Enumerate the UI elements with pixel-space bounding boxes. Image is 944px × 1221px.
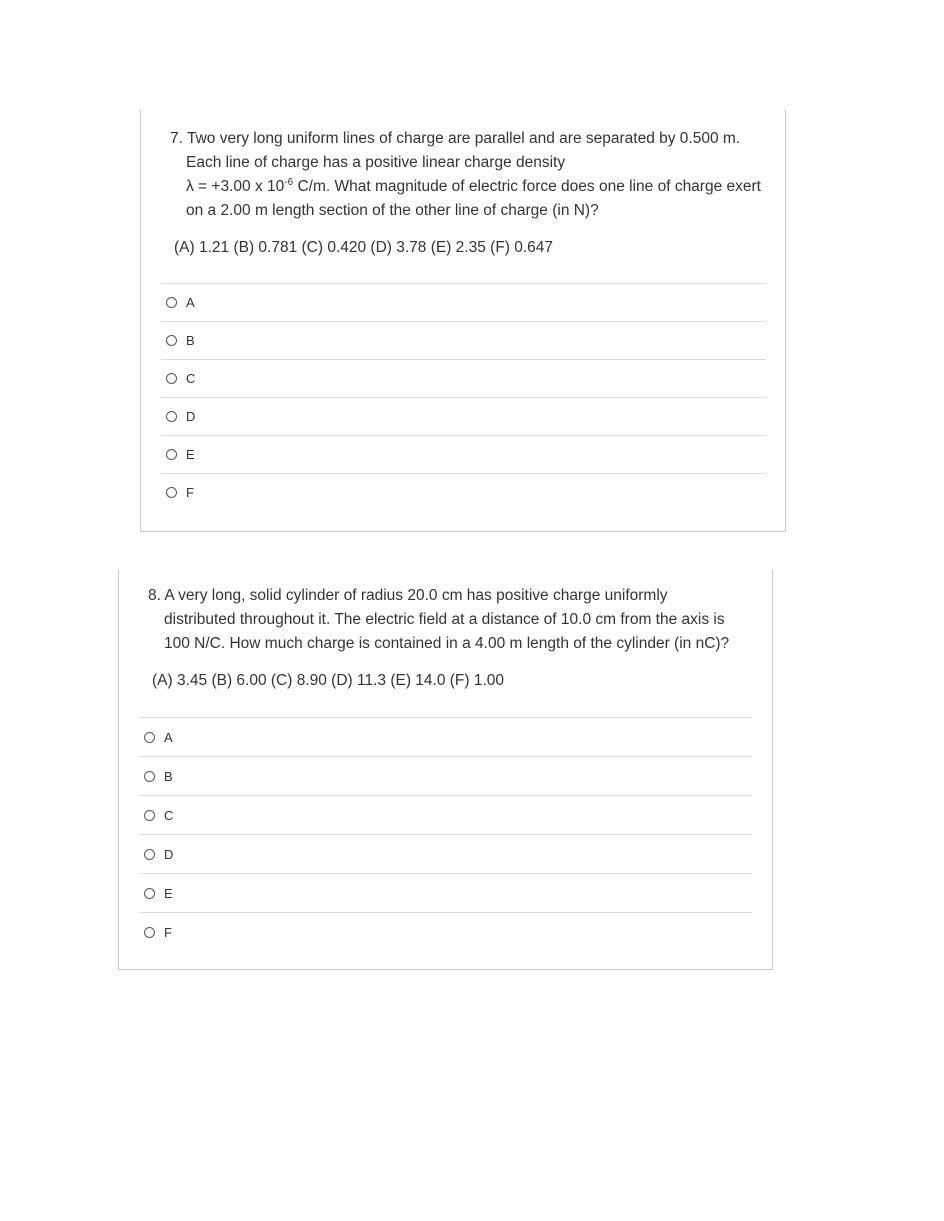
answer-option-e[interactable] bbox=[161, 436, 766, 474]
answer-option-c[interactable] bbox=[161, 360, 766, 398]
option-label: F bbox=[164, 924, 172, 940]
question-line: Two very long uniform lines of charge are parallel and are separated by 0.500 m. bbox=[186, 130, 741, 147]
option-label: E bbox=[164, 885, 173, 901]
answer-list bbox=[161, 283, 766, 511]
question-line bbox=[170, 175, 761, 199]
question-text bbox=[148, 584, 729, 656]
answer-option-d[interactable] bbox=[161, 398, 766, 436]
lambda-suffix: C/m. What magnitude of electric force does one line of charge exert bbox=[293, 178, 761, 195]
answer-list bbox=[139, 717, 752, 951]
radio-button[interactable] bbox=[166, 297, 177, 308]
answer-option-e[interactable] bbox=[139, 874, 752, 913]
question-line: distributed throughout it. The electric field at a distance of 10.0 cm from the axis is bbox=[164, 611, 725, 628]
radio-button[interactable] bbox=[166, 335, 177, 346]
question-card-8 bbox=[118, 570, 773, 970]
option-label: E bbox=[186, 447, 195, 462]
radio-button[interactable] bbox=[144, 849, 155, 860]
lambda-exponent: -6 bbox=[284, 176, 294, 188]
answer-option-b[interactable] bbox=[139, 757, 752, 796]
option-label: C bbox=[164, 807, 174, 823]
question-number: 7. bbox=[170, 130, 183, 147]
option-label: D bbox=[186, 409, 196, 424]
answer-option-c[interactable] bbox=[139, 796, 752, 835]
radio-button[interactable] bbox=[144, 888, 155, 899]
question-line: 100 N/C. How much charge is contained in a 4.00 m length of the cylinder (in nC)? bbox=[164, 635, 730, 652]
answer-option-a[interactable] bbox=[139, 718, 752, 757]
option-label: D bbox=[164, 846, 174, 862]
option-label: F bbox=[186, 485, 194, 500]
question-text bbox=[170, 127, 761, 223]
radio-button[interactable] bbox=[166, 487, 177, 498]
question-line: Each line of charge has a positive linear charge density bbox=[186, 154, 566, 171]
radio-button[interactable] bbox=[144, 732, 155, 743]
answer-choices-text: (A) 1.21 (B) 0.781 (C) 0.420 (D) 3.78 (E) 2.35 (F) 0.647 bbox=[174, 239, 554, 256]
option-label: B bbox=[186, 333, 195, 348]
radio-button[interactable] bbox=[144, 927, 155, 938]
question-number: 8. bbox=[148, 587, 161, 604]
answer-choices-text: (A) 3.45 (B) 6.00 (C) 8.90 (D) 11.3 (E) 14.0 (F) 1.00 bbox=[152, 672, 505, 689]
radio-button[interactable] bbox=[144, 771, 155, 782]
radio-button[interactable] bbox=[166, 373, 177, 384]
question-line: A very long, solid cylinder of radius 20.0 cm has positive charge uniformly bbox=[164, 587, 668, 604]
answer-option-f[interactable] bbox=[139, 913, 752, 951]
answer-option-a[interactable] bbox=[161, 284, 766, 322]
question-card-7 bbox=[140, 110, 786, 532]
option-label: A bbox=[164, 729, 173, 745]
question-line: on a 2.00 m length section of the other line of charge (in N)? bbox=[186, 202, 599, 219]
option-label: B bbox=[164, 768, 173, 784]
answer-option-d[interactable] bbox=[139, 835, 752, 874]
option-label: A bbox=[186, 295, 195, 310]
answer-option-b[interactable] bbox=[161, 322, 766, 360]
radio-button[interactable] bbox=[166, 411, 177, 422]
radio-button[interactable] bbox=[166, 449, 177, 460]
radio-button[interactable] bbox=[144, 810, 155, 821]
lambda-prefix: λ = +3.00 x 10 bbox=[186, 178, 285, 195]
answer-option-f[interactable] bbox=[161, 474, 766, 511]
option-label: C bbox=[186, 371, 196, 386]
